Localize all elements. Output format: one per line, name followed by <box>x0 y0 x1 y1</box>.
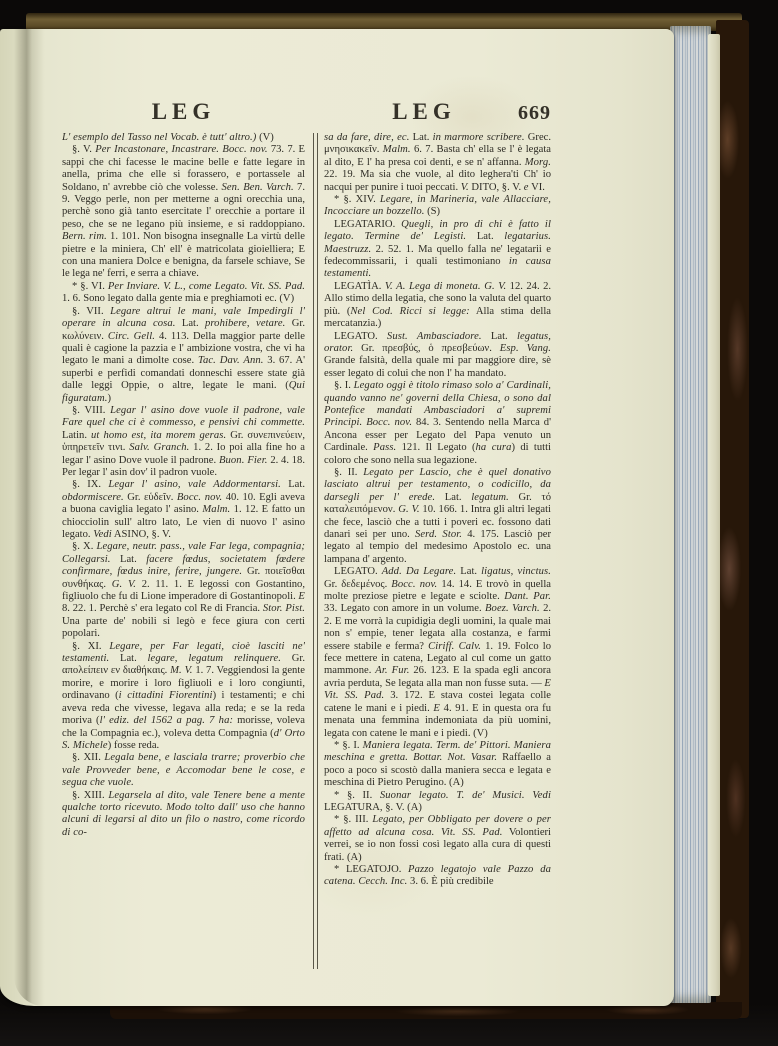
paragraph: §. VIII. Legar l' asino dove vuole il padrone, vale Fare quel che ci è commesso, e pensivi chi commette. Latin. ut homo est, ita morem geras. Gr. συνεπινεύειν, ὑπηρετεῖν τινι. Salv. Granch. 1. 2. Io poi alla fine ho a legar l' asino Dove vuole il padrone. Buon. Fier. 2. 4. 18. Per legar l' asin dov' il padron vuole. <box>62 404 305 478</box>
text-column-left <box>62 132 305 970</box>
column-divider-rule <box>313 133 318 969</box>
paragraph: * §. VI. Per Inviare. V. L., come Legato. Vit. SS. Pad. 1. 6. Sono legato dalla gente mia e preghiamoti ec. (V) <box>62 280 305 305</box>
paragraph: §. VII. Legare altrui le mani, vale Impedirgli l' operare in alcuna cosa. Lat. prohibere, vetare. Gr. κωλύνειν. Circ. Gell. 4. 113. Della maggior parte delle quali è cagione la pazzia e l' ambizione vostra, che vi ha legato le mani a dimolte cose. Tac. Dav. Ann. 3. 67. A' superbi e perfidi comandati donneschi essere state già dalle leggi Oppie, o altre, legate le mani. (Qui figuratam.) <box>62 305 305 404</box>
page-gutter-shadow <box>14 29 44 1006</box>
running-head-right: LEG <box>392 99 456 124</box>
running-head-left: LEG <box>151 99 216 124</box>
text-column-right <box>324 132 551 970</box>
paragraph: §. XI. Legare, per Far legati, cioè lasciti ne' testamenti. Lat. legare, legatum relinquere. Gr. απολείπειν εν διαθήκαις. M. V. 1. 7. Veggiendosi la gente morire, e morire i loro figliuoli e i loro congiunti, ordinavano (i cittadini Fiorentini) i testamenti; e chi aveva reda che vivesse, legava alla reda; e se la reda moriva (l' ediz. del 1562 a pag. 7 ha: morisse, voleva che la Compagnia ec.), voleva detta Compagnia (d' Orto S. Michele) fosse reda. <box>62 640 305 751</box>
paragraph: LEGATÌA. V. A. Lega di moneta. G. V. 12. 24. 2. Allo stimo della legatia, che sono la valuta del quarto più. (Nel Cod. Ricci si legge: Alla stima della mercatanzia.) <box>324 280 551 330</box>
page-block-inner-edge <box>708 34 720 996</box>
paragraph: * §. XIV. Legare, in Marineria, vale Allacciare, Incocciare un bozzello. (S) <box>324 194 551 218</box>
page-fore-edge-stack <box>670 26 711 1003</box>
paragraph: * §. III. Legato, per Obbligato per dovere o per affetto ad alcuna cosa. Vit. SS. Pad. Volontieri verrei, se io non fossi così legato alla cura di questi frati. (A) <box>324 814 551 863</box>
paragraph: * §. II. Suonar legato. T. de' Musici. Vedi LEGATURA, §. V. (A) <box>324 789 551 813</box>
paragraph: §. I. Legato oggi è titolo rimaso solo a' Cardinali, quando vanno ne' governi della Chiesa, o sono dal Pontefice mandati Ambasciadori a' supremi Principi. Bocc. nov. 84. 3. Sentendo nella Marca d' Ancona esser per Legato del Papa venuto un Cardinale. Pass. 121. Il Legato (ha cura) di tutti coloro che sono nella sua legazione. <box>324 380 551 466</box>
paragraph: * §. I. Maniera legata. Term. de' Pittori. Maniera meschina e gretta. Bottar. Not. Vasar. Raffaello a poco a poco si scostò dalla maniera secca e legata e meschina di Pietro Perugino. (A) <box>324 739 551 789</box>
paragraph: LEGATO. Sust. Ambasciadore. Lat. legatus, orator. Gr. πρεσβύς, ὁ πρεσβεύων. Esp. Vang. Grande falsità, della quale mi par maggiore dire, sè esser legato di colui che non l' ha mandato. <box>324 330 551 379</box>
paragraph: L' esemplo del Tasso nel Vocab. è tutt' altro.) (V) <box>62 132 274 143</box>
page-number: 669 <box>518 102 551 124</box>
paragraph: §. V. Per Incastonare, Incastrare. Bocc. nov. 73. 7. E sappi che chi facesse le macine belle e fatte legare in anella, prima che elle si forassero, e portassele al Soldano, n' avrebbe ciò che volesse. Sen. Ben. Varch. 7. 9. Veggo perle, non per metterne a ogni orecchia una, perchè sono già tanto esercitate l' orecchie a portare il peso, che se ne legano più insieme, e si raddoppiano. Bern. rim. 1. 101. Non bisogna insegnalle La virtù delle pietre e la miniera, Ch' ell' è matricolata gioielliera; E con una maniera Dolce e benigna, da farsele schiave, Se le lega ne' ferri, e serra a chiave. <box>62 144 305 280</box>
paragraph: sa da fare, dire, ec. Lat. in marmore scribere. Grec. μνησικακεῖν. Malm. 6. 7. Basta ch' ella se l' è legata al dito, E l' ha presa coi denti, e se n' affanna. Morg. 22. 19. Ma sia che vuole, al dito leghera'ti Ch' io nacqui per punire i tuoi peccati. V. DITO, §. V. e VI. <box>324 132 551 193</box>
paragraph: * LEGATOJO. Pazzo legatojo vale Pazzo da catena. Cecch. Inc. 3. 6. È più credibile <box>324 863 551 888</box>
paragraph: §. X. Legare, neutr. pass., vale Far lega, compagnia; Collegarsi. Lat. facere fœdus, societatem fœdere confirmare, fœdus inire, ferire, jungere. Gr. ποιεῖσθαι συνθήκας. G. V. 2. 11. 1. E legossi con Gostantino, figliuolo che fu di Lione imperadore di Gostantinopoli. E 8. 22. 1. Perchè s' era legato col Re di Francia. Stor. Pist. Una parte de' nobili si legò e fece giura con certi popolari. <box>62 541 305 640</box>
book-page <box>0 29 674 1006</box>
paragraph: §. XIII. Legarsela al dito, vale Tenere bene a mente qualche torto ricevuto. Modo tolto dall' uso che hanno alcuni di legarsi al dito un filo o nastro, come ricordo di co- <box>62 789 305 838</box>
book-cover-right-board <box>716 20 749 1018</box>
paragraph: LEGATO. Add. Da Legare. Lat. ligatus, vinctus. Gr. δεδεμένος. Bocc. nov. 14. 14. E trovò in quella molte preziose pietre e legate e sciolte. Dant. Par. 33. Legato con amore in un volume. Boez. Varch. 2. 2. E me vorrà la cupidigia degli uomini, la quale mai non s' empie, tener legata alla costanza, e farmi essere stabile e ferma? Ciriff. Calv. 1. 19. Folco lo fece mettere in catena, Legato al cul come un gatto mammone. Ar. Fur. 26. 123. E la spada egli ancora avria perduta, Se legata alla man non fusse suta. — E Vit. SS. Pad. 3. 172. E stava costei legata colle catene le mani e i piedi. E 4. 91. E in questa ora fu menata una femmina indemoniata da più uomini, legata con catene le mani e i piedi. (V) <box>324 566 551 739</box>
paragraph: §. II. Legato per Lascio, che è quel donativo lasciato altrui per testamento, o codicillo, da darsegli per l' erede. Lat. legatum. Gr. τό καταλειπόμενον. G. V. 10. 166. 1. Intra gli altri legati che fece, lasciò che a tutti i poveri ec. fossono dati danari sei per uno. Serd. Stor. 4. 175. Lasciò per legato al tempio del medesimo Apostolo ec. una lampana d' argento. <box>324 466 551 565</box>
paragraph: §. XII. Legala bene, e lasciala trarre; proverbio che vale Provveder bene, e Accomodar bene le cose, e segua che vuole. <box>62 752 305 789</box>
paragraph: LEGATARIO. Quegli, in pro di chi è fatto il legato. Termine de' Legisti. Lat. legatarius. Maestruzz. 2. 52. 1. Ma quello falla ne' legatarii e fedecommissarii, i quali testimoniano in causa testamenti. <box>324 218 551 280</box>
paragraph: §. IX. Legar l' asino, vale Addormentarsi. Lat. obdormiscere. Gr. εὑδεῖν. Bocc. nov. 40. 10. Egli aveva a buona caviglia legato l' asino. Malm. 1. 12. E fatto un chiocciolin sull' altro lato, Le vien di nuovo l' asino legato. Vedi ASINO, §. V. <box>62 479 305 540</box>
